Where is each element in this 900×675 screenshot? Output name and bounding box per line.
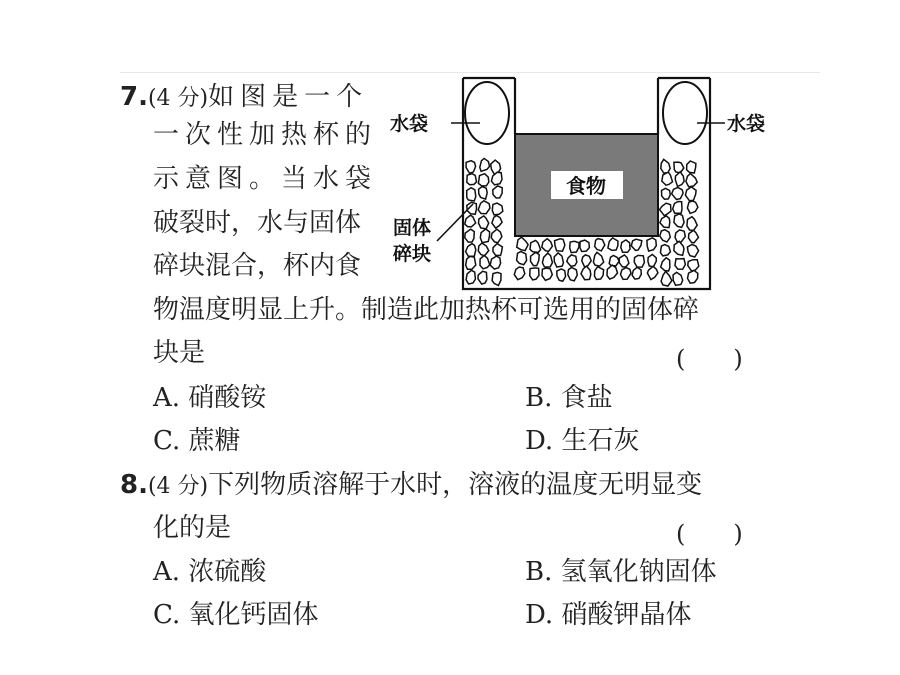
top-divider [120,72,820,73]
solid-fragment [466,244,476,257]
solid-fragment [661,271,672,286]
q8-text-line-1: 下列物质溶解于水时，溶液的温度无明显变 [208,470,703,500]
label-water-bag-right: 水袋 [727,113,766,135]
solid-fragment [660,230,671,242]
solid-fragment [687,161,696,173]
solid-fragment [480,158,490,171]
solid-fragment [517,252,527,265]
solid-fragment [673,202,682,214]
q8-number: 8. [120,470,148,500]
solid-fragment [593,252,603,266]
solid-fragment [567,255,577,266]
q8-text-line-2: 化的是 [153,513,232,543]
q7-answer-blank: ( ) [676,345,743,373]
q8-first-line [120,468,702,504]
water-bag-right [663,82,707,144]
solid-fragment [490,256,500,269]
solid-fragment [661,258,670,271]
solid-fragment [517,237,528,250]
solid-fragment [632,267,641,279]
solid-fragment [674,214,684,228]
solid-fragment [631,239,642,250]
solid-fragment [466,161,476,174]
solid-fragment [568,268,578,281]
solid-fragment [647,238,656,251]
solid-fragment [595,267,604,280]
solid-fragment [555,239,565,251]
solid-fragment [478,271,487,284]
water-bag-left [465,82,509,144]
solid-fragment [660,245,670,256]
solid-fragment [595,239,605,251]
solid-fragment [687,245,698,258]
solid-fragment [531,252,540,265]
q8-answer-blank: ( ) [676,520,743,548]
q8-option-c: C. 氧化钙固体 [153,600,319,630]
solid-fragment [685,187,696,201]
solid-fragment [660,216,670,228]
solid-fragment [674,241,684,255]
solid-fragment [467,174,477,185]
solid-fragment [675,230,685,242]
solid-fragment [465,229,475,242]
q7-text-line-7: 块是 [153,338,206,368]
solid-fragment [648,254,656,266]
solid-fragment [542,253,552,267]
solid-fragment [647,266,658,279]
solid-fragment [687,217,697,231]
q7-text-line-3: 示意图。当水袋 [153,164,378,194]
solid-fragment [581,266,591,280]
q7-text-line-1: 如图是一个 [208,82,369,112]
solid-fragment [675,259,686,270]
heating-cup-diagram [385,76,785,296]
solid-fragment [686,174,697,187]
solid-fragment [492,272,501,285]
q7-option-d: D. 生石灰 [525,426,640,456]
solid-fragment [478,174,488,186]
q7-option-c: C. 蔗糖 [153,426,241,456]
q8-option-b: B. 氢氧化钠固体 [525,557,717,587]
solid-fragment [479,187,488,200]
solid-fragment [493,186,502,198]
solid-fragment [542,268,552,280]
solid-fragment [688,270,698,283]
solid-fragment [467,188,476,201]
solid-fragment [634,255,644,267]
q8-option-d: D. 硝酸钾晶体 [525,600,692,630]
solid-fragment [675,172,684,187]
q7-option-a: A. 硝酸铵 [153,383,267,413]
solid-fragment [554,253,563,267]
q7-text-line-2: 一次性加热杯的 [153,120,378,150]
solid-fragment [621,240,630,252]
label-solid-line-2: 碎块 [393,243,432,265]
solid-fragment [492,203,503,215]
solid-fragment [674,162,684,173]
solid-fragment [478,243,488,256]
q7-score: (4 分) [147,86,209,111]
solid-fragment [493,244,502,256]
solid-fragment [478,201,490,214]
solid-fragment [479,216,489,229]
solid-fragment [621,268,632,280]
solid-fragment [662,188,671,199]
solid-fragment [608,238,618,251]
solid-fragment [491,172,502,185]
q7-first-line [120,80,368,116]
solid-fragment [607,265,618,279]
solid-fragment [466,270,475,284]
solid-fragment [580,240,590,251]
q8-option-a: A. 浓硫酸 [153,557,267,587]
solid-fragment [492,216,502,229]
q7-text-line-4: 破裂时，水与固体 [153,208,362,238]
solid-fragment [672,187,683,199]
q7-number: 7. [120,82,148,112]
label-water-bag-left: 水袋 [390,113,429,135]
solid-fragment [662,172,673,185]
solid-fragment [514,267,525,280]
q8-score: (4 分) [147,474,209,499]
solid-fragment [673,272,683,285]
solid-fragment [542,239,553,252]
solid-fragment [689,230,699,243]
solid-fragment [480,255,490,268]
solid-fragment [530,268,539,280]
solid-fragment [491,229,502,243]
solid-fragment [465,215,476,227]
solid-fragment [660,203,671,216]
solid-fragment [619,255,629,267]
label-food: 食物 [566,174,606,198]
q7-text-line-6: 物温度明显上升。制造此加热杯可选用的固体碎 [153,295,700,325]
solid-fragment [530,240,541,252]
solid-fragment [609,256,619,266]
solid-fragment [688,260,699,271]
solid-fragment [661,159,670,173]
solid-fragment [466,256,476,269]
label-solid-line-1: 固体 [393,217,432,239]
q7-text-line-5: 碎块混合，杯内食 [153,251,362,281]
solid-fragment [687,201,698,213]
solid-fragment [557,269,566,281]
solid-fragment [570,241,579,252]
q7-option-b: B. 食盐 [525,383,613,413]
solid-fragment [480,229,489,243]
